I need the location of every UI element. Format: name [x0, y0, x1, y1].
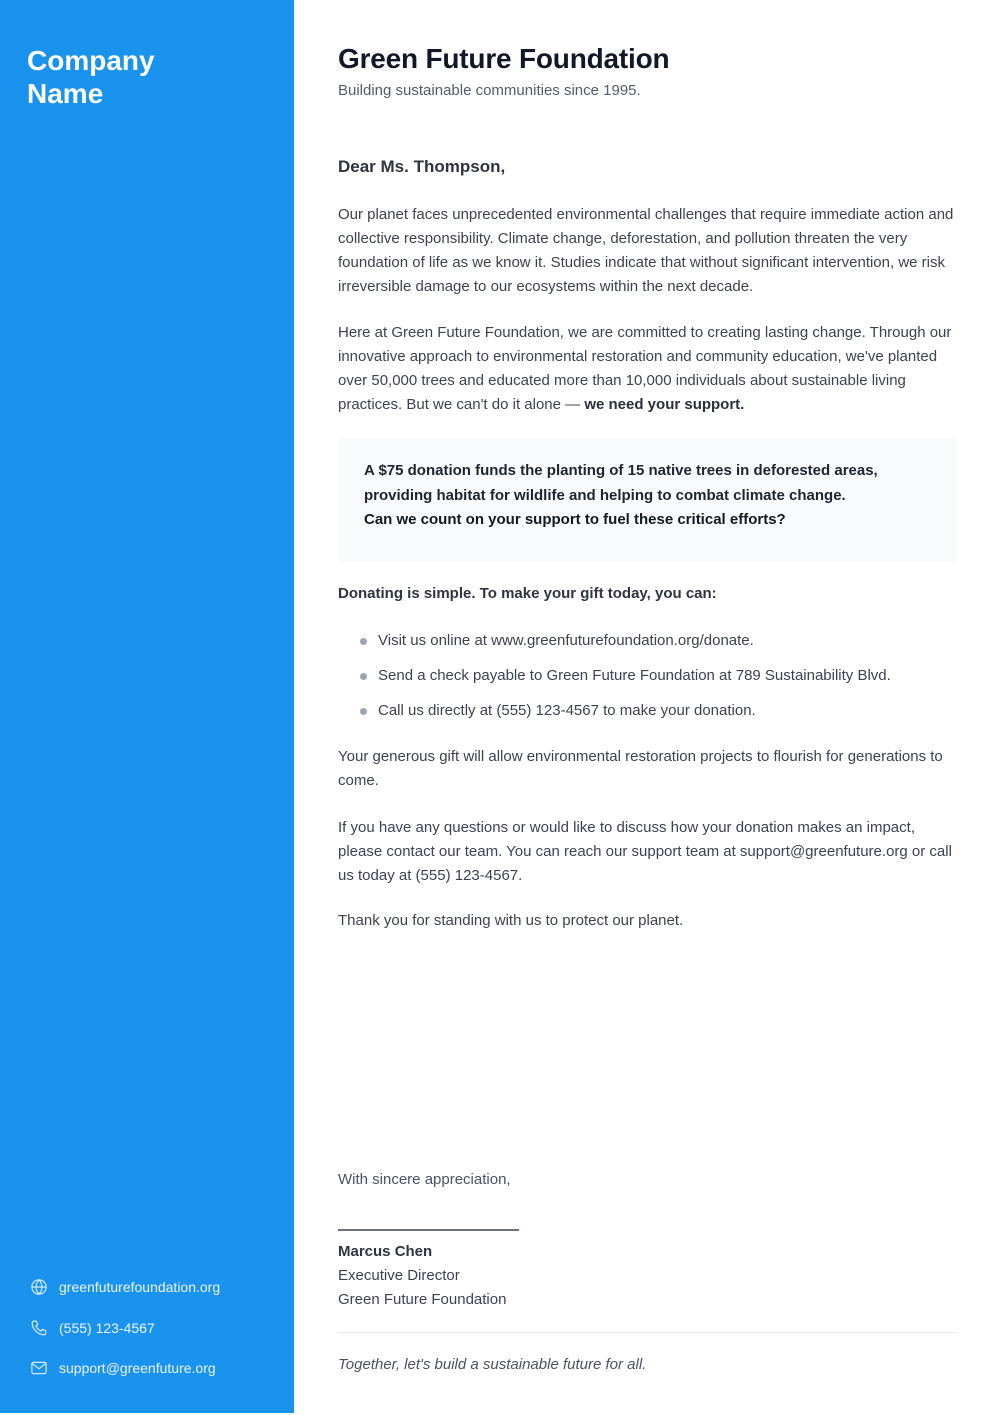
- bullet-icon: [360, 708, 367, 715]
- contact-phone-text: (555) 123-4567: [59, 1319, 155, 1336]
- contact-website-text: greenfuturefoundation.org: [59, 1279, 221, 1295]
- contact-email-text: support@greenfuture.org: [59, 1360, 216, 1376]
- list-item-text: Call us directly at (555) 123-4567 to make your donation.: [378, 702, 756, 719]
- paragraph-mission-emphasis: we need your support.: [584, 396, 745, 413]
- contact-email[interactable]: [30, 1357, 220, 1379]
- footer-tagline: Together, let's build a sustainable future for all.: [338, 1356, 647, 1373]
- contact-list: [30, 1276, 220, 1398]
- signer-block: [338, 1240, 506, 1312]
- paragraph-mission: [338, 321, 956, 417]
- callout-question: Can we count on your support to fuel these critical efforts?: [364, 511, 786, 528]
- donate-options-list: [338, 629, 891, 734]
- paragraph-thanks: Thank you for standing with us to protect our planet.: [338, 912, 684, 929]
- organization-title: Green Future Foundation: [338, 43, 670, 74]
- list-item: [338, 699, 891, 734]
- greeting: Dear Ms. Thompson,: [338, 157, 506, 176]
- paragraph-contact: If you have any questions or would like to discuss how your donation makes an impact, please contact our team. You can reach our support team at support@greenfuture.org or call us today at (555) 123-4567.: [338, 819, 952, 884]
- mail-icon: [30, 1359, 48, 1377]
- closing: With sincere appreciation,: [338, 1171, 511, 1188]
- bullet-icon: [360, 638, 367, 645]
- list-item-text: Visit us online at www.greenfuturefoundation.org/donate.: [378, 632, 754, 649]
- bullet-icon: [360, 673, 367, 680]
- signer-name: Marcus Chen: [338, 1243, 433, 1260]
- paragraph-mission-text: Here at Green Future Foundation, we are committed to creating lasting change. Through our innovative approach to environmental restoration and community education, we've planted over 50,000 trees and educated more than 10,000 individuals about sustainable living practices. But we can't do it alone —: [338, 324, 952, 413]
- signer-organization: Green Future Foundation: [338, 1291, 507, 1308]
- contact-website[interactable]: [30, 1276, 220, 1298]
- donation-callout: [338, 438, 956, 562]
- phone-icon: [30, 1319, 48, 1337]
- list-item: [338, 629, 891, 664]
- list-item: [338, 664, 891, 699]
- sidebar: [0, 0, 294, 1413]
- paragraph-impact: Your generous gift will allow environmental restoration projects to flourish for generations to come.: [338, 748, 943, 789]
- paragraph-intro: Our planet faces unprecedented environmental challenges that require immediate action and collective responsibility. Climate change, deforestation, and pollution threaten the very foundation of life as we know it. Studies indicate that without significant intervention, we risk irreversible damage to our ecosystems within the next decade.: [338, 206, 954, 295]
- globe-icon: [30, 1278, 48, 1296]
- donate-heading: Donating is simple. To make your gift today, you can:: [338, 585, 717, 602]
- signer-title: Executive Director: [338, 1267, 460, 1284]
- organization-tagline: Building sustainable communities since 1995.: [338, 82, 641, 99]
- callout-text: A $75 donation funds the planting of 15 native trees in deforested areas, providing habitat for wildlife and helping to combat climate change.: [364, 462, 878, 504]
- company-name: Company Name: [27, 45, 155, 109]
- footer-divider: [338, 1332, 956, 1333]
- contact-phone[interactable]: [30, 1317, 220, 1339]
- signature-line: [338, 1229, 519, 1231]
- list-item-text: Send a check payable to Green Future Foundation at 789 Sustainability Blvd.: [378, 667, 891, 684]
